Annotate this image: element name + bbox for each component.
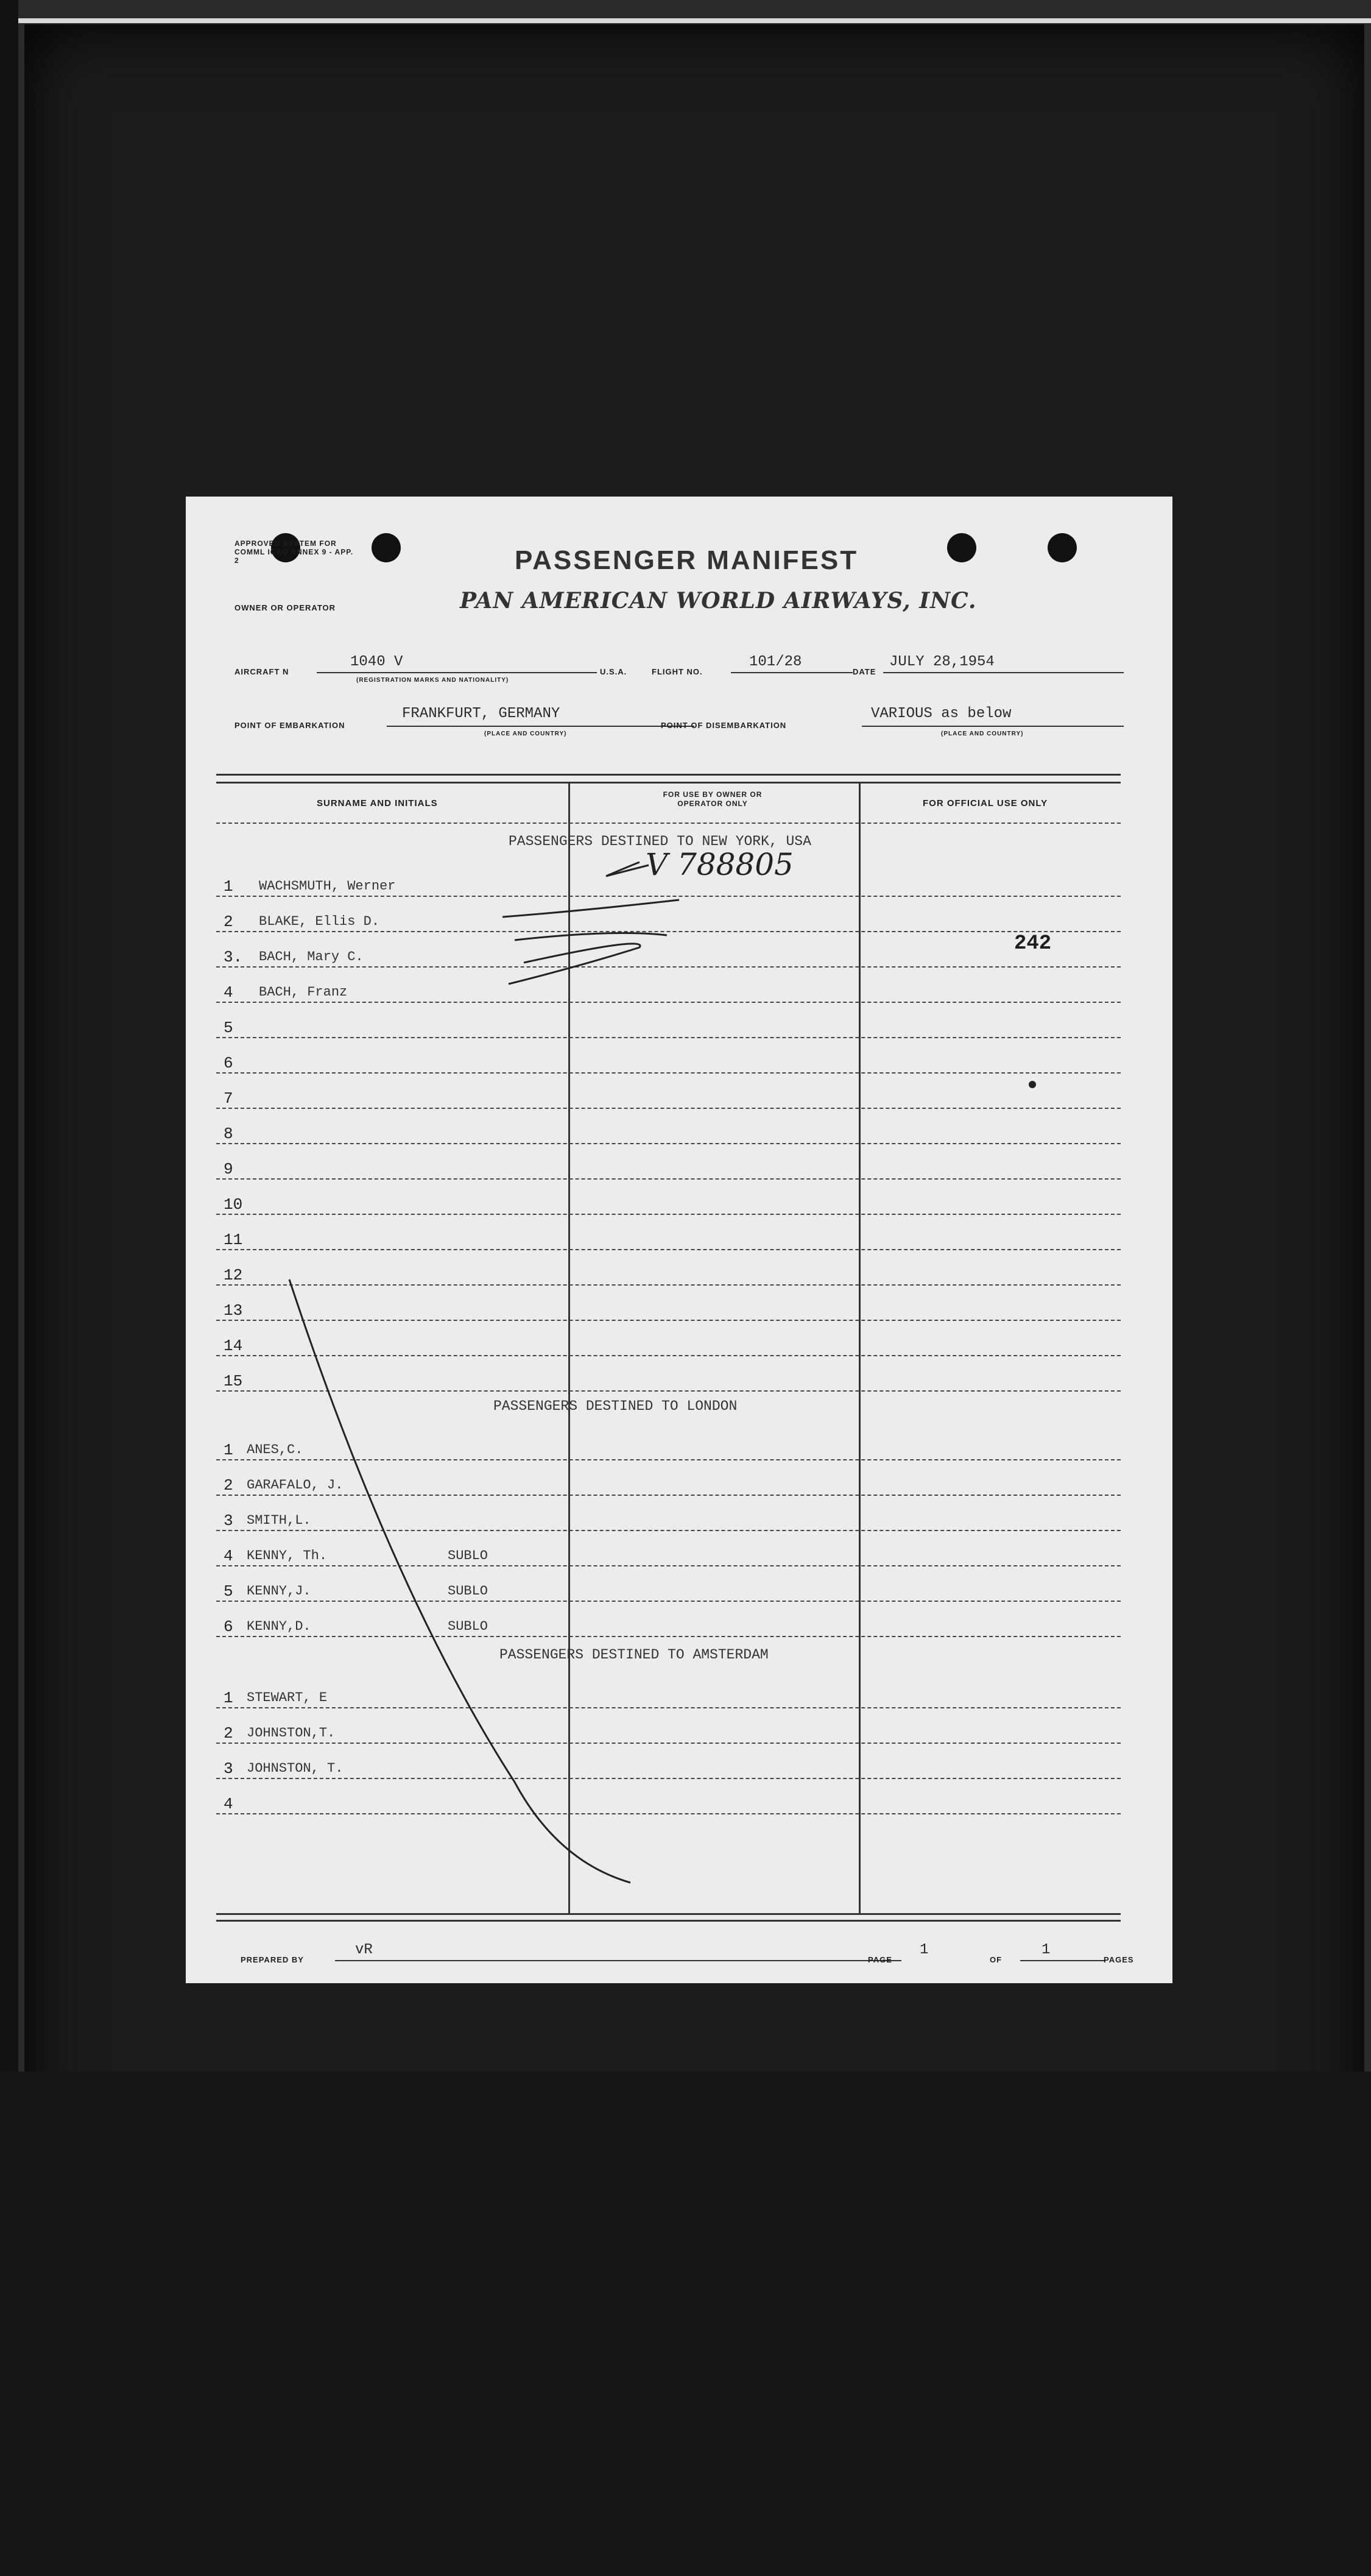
section-title-amsterdam: PASSENGERS DESTINED TO AMSTERDAM xyxy=(499,1647,769,1663)
row-number: 5 xyxy=(224,1582,233,1601)
row-number: 3. xyxy=(224,948,243,966)
row-number: 5 xyxy=(224,1019,233,1037)
embark-label: POINT OF EMBARKATION xyxy=(234,721,345,730)
row-number: 3 xyxy=(224,1512,233,1530)
column-header-surname: SURNAME AND INITIALS xyxy=(317,798,438,809)
operator-label: OWNER OR OPERATOR xyxy=(234,603,336,612)
row-number: 3 xyxy=(224,1760,233,1778)
of-label: OF xyxy=(990,1955,1003,1964)
scan-lower-area xyxy=(0,2072,1371,2576)
passenger-note: SUBLO xyxy=(448,1619,488,1634)
manifest-sheet xyxy=(186,497,1172,1983)
aircraft-label: AIRCRAFT N xyxy=(234,667,289,676)
column-header-owner-use: FOR USE BY OWNER OR OPERATOR ONLY xyxy=(663,790,763,808)
row-number: 15 xyxy=(224,1372,243,1390)
section-title-london: PASSENGERS DESTINED TO LONDON xyxy=(493,1398,738,1414)
operator-name: PAN AMERICAN WORLD AIRWAYS, INC. xyxy=(460,588,977,614)
row-number: 10 xyxy=(224,1195,243,1214)
handwritten-number: V 788805 xyxy=(646,847,794,882)
row-number: 4 xyxy=(224,1547,233,1565)
passenger-note: SUBLO xyxy=(448,1583,488,1599)
passenger-name: JOHNSTON,T. xyxy=(247,1725,336,1741)
page-total-underline xyxy=(1020,1960,1105,1961)
official-stamp-number: 242 xyxy=(1014,932,1052,955)
passenger-name: KENNY,D. xyxy=(247,1619,311,1634)
row-number: 9 xyxy=(224,1160,233,1178)
row-number: 4 xyxy=(224,1795,233,1813)
passenger-name: JOHNSTON, T. xyxy=(247,1761,344,1776)
page-title: PASSENGER MANIFEST xyxy=(515,545,859,575)
passenger-name: KENNY,J. xyxy=(247,1583,311,1599)
row-number: 8 xyxy=(224,1125,233,1143)
prepared-by-value: vR xyxy=(355,1942,373,1958)
section-title-new-york: PASSENGERS DESTINED TO NEW YORK, USA xyxy=(509,833,811,849)
row-number: 1 xyxy=(224,1441,233,1459)
date-value: JULY 28,1954 xyxy=(889,654,995,670)
passenger-name: WACHSMUTH, Werner xyxy=(259,879,396,894)
row-number: 11 xyxy=(224,1231,243,1249)
row-number: 7 xyxy=(224,1089,233,1108)
row-number: 4 xyxy=(224,983,233,1002)
date-label: DATE xyxy=(853,667,876,676)
row-number: 2 xyxy=(224,1476,233,1495)
flight-label: FLIGHT NO. xyxy=(652,667,703,676)
disembark-value: VARIOUS as below xyxy=(871,706,1012,722)
prepared-by-underline xyxy=(335,1960,901,1961)
row-number: 12 xyxy=(224,1266,243,1284)
prepared-by-label: PREPARED BY xyxy=(241,1955,304,1964)
page-label: PAGE xyxy=(868,1955,892,1964)
aircraft-caption: (REGISTRATION MARKS AND NATIONALITY) xyxy=(356,677,509,684)
passenger-name: BLAKE, Ellis D. xyxy=(259,914,380,929)
row-number: 2 xyxy=(224,913,233,931)
page-total: 1 xyxy=(1041,1942,1051,1958)
usa-label: U.S.A. xyxy=(600,667,627,676)
disembark-caption: (PLACE AND COUNTRY) xyxy=(941,731,1024,737)
pages-label: PAGES xyxy=(1104,1955,1134,1964)
row-number: 1 xyxy=(224,1689,233,1707)
row-number: 1 xyxy=(224,877,233,896)
passenger-note: SUBLO xyxy=(448,1548,488,1563)
flight-value: 101/28 xyxy=(749,654,802,670)
handwritten-strokes xyxy=(186,497,1172,1983)
row-number: 2 xyxy=(224,1724,233,1743)
scan-top-edge xyxy=(0,18,1371,23)
aircraft-value: 1040 V xyxy=(350,654,403,670)
approval-note: APPROVED SYSTEM FOR COMML ICAO ANNEX 9 - APP. 2 xyxy=(234,539,354,565)
column-header-official-use: FOR OFFICIAL USE ONLY xyxy=(923,798,1048,809)
passenger-name: BACH, Franz xyxy=(259,985,348,1000)
passenger-name: KENNY, Th. xyxy=(247,1548,328,1563)
passenger-name: GARAFALO, J. xyxy=(247,1477,344,1493)
row-number: 6 xyxy=(224,1054,233,1072)
page-number: 1 xyxy=(920,1942,929,1958)
embark-caption: (PLACE AND COUNTRY) xyxy=(484,731,567,737)
passenger-name: BACH, Mary C. xyxy=(259,949,364,964)
passenger-name: STEWART, E xyxy=(247,1690,328,1705)
passenger-name: SMITH,L. xyxy=(247,1513,311,1528)
row-number: 14 xyxy=(224,1337,243,1355)
row-number: 13 xyxy=(224,1301,243,1320)
passenger-name: ANES,C. xyxy=(247,1442,303,1457)
row-number: 6 xyxy=(224,1618,233,1636)
disembark-label: POINT OF DISEMBARKATION xyxy=(661,721,787,730)
embark-value: FRANKFURT, GERMANY xyxy=(402,706,560,722)
